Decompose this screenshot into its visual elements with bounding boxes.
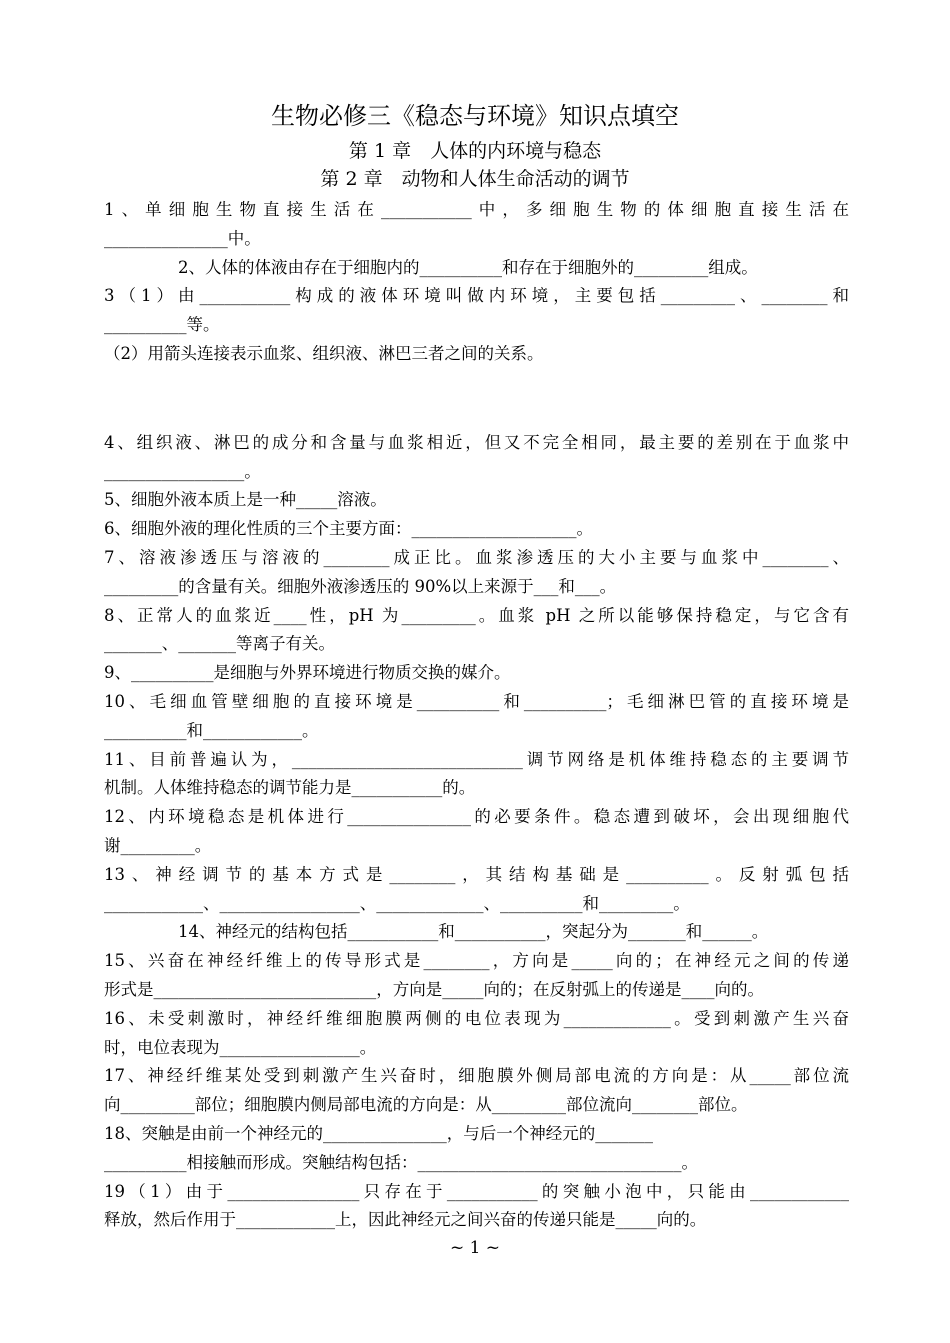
question-6: 6、细胞外液的理化性质的三个主要方面：____________________。 bbox=[104, 519, 593, 539]
answer-space bbox=[104, 369, 849, 429]
question-14: 14、神经元的结构包括___________和___________，突起分为_______和______。 bbox=[178, 922, 769, 942]
question-19-line-1: 19（1）由于________________只存在于___________的突触小泡中，只能由____________ bbox=[104, 1181, 849, 1201]
question-4-line-2: _________________。 bbox=[104, 461, 261, 481]
question-19-line-2: 释放，然后作用于____________上，因此神经元之间兴奋的传递只能是_____向的。 bbox=[104, 1210, 707, 1230]
question-15-line-2: 形式是___________________________，方向是_____向的；在反射弧上的传递是____向的。 bbox=[104, 979, 764, 999]
question-3-line-2: __________等。 bbox=[104, 315, 220, 335]
question-5: 5、细胞外液本质上是一种_____溶液。 bbox=[104, 490, 387, 510]
question-8-line-1: 8、正常人的血浆近____性，pH 为_________。血浆 pH 之所以能够保持稳定，与它含有 bbox=[104, 605, 849, 625]
document-title: 生物必修三《稳态与环境》知识点填空 bbox=[271, 102, 679, 130]
question-15-line-1: 15、兴奋在神经纤维上的传导形式是________，方向是_____向的；在神经元之间的传递 bbox=[104, 951, 849, 971]
question-13-line-2: ____________、_________________、_____________、__________和_________。 bbox=[104, 893, 690, 913]
question-3-line-1: 3（1）由___________构成的液体环境叫做内环境，主要包括_________、________和 bbox=[104, 286, 849, 306]
question-list bbox=[104, 196, 849, 1235]
question-16-line-2: 时，电位表现为_________________。 bbox=[104, 1037, 377, 1057]
question-12-line-1: 12、内环境稳态是机体进行_______________的必要条件。稳态遭到破坏，会出现细胞代 bbox=[104, 807, 849, 827]
question-9: 9、__________是细胞与外界环境进行物质交换的媒介。 bbox=[104, 663, 511, 683]
chapter-1-heading: 第 1 章 人体的内环境与稳态 bbox=[348, 140, 602, 162]
question-12-line-2: 谢_________。 bbox=[104, 835, 212, 855]
question-11-line-2: 机制。人体维持稳态的调节能力是___________的。 bbox=[104, 778, 476, 798]
question-7-line-1: 7、溶液渗透压与溶液的________成正比。血浆渗透压的大小主要与血浆中________、 bbox=[104, 547, 849, 567]
question-4-line-1: 4、组织液、淋巴的成分和含量与血浆相近，但又不完全相同，最主要的差别在于血浆中 bbox=[104, 432, 849, 452]
question-3-part-2: （2）用箭头连接表示血浆、组织液、淋巴三者之间的关系。 bbox=[104, 343, 544, 363]
question-8-line-2: _______、_______等离子有关。 bbox=[104, 634, 335, 654]
page-number: ~ 1 ~ bbox=[449, 1238, 501, 1258]
question-18-line-2: __________相接触而形成。突触结构包括：________________________________。 bbox=[104, 1152, 698, 1172]
question-11-line-1: 11、目前普遍认为，____________________________调节网络是机体维持稳态的主要调节 bbox=[104, 749, 849, 769]
question-1-line-1: 1、单细胞生物直接生活在___________中，多细胞生物的体细胞直接生活在 bbox=[104, 200, 849, 219]
question-10-line-1: 10、毛细血管壁细胞的直接环境是__________和__________；毛细淋巴管的直接环境是 bbox=[104, 691, 849, 711]
question-17-line-2: 向_________部位；细胞膜内侧局部电流的方向是：从_________部位流向________部位。 bbox=[104, 1095, 748, 1115]
question-13-line-1: 13、神经调节的基本方式是________，其结构基础是__________。反射弧包括 bbox=[104, 864, 849, 884]
question-7-line-2: _________的含量有关。细胞外液渗透压的 90%以上来源于___和___。 bbox=[104, 576, 617, 596]
question-1-line-2: _______________中。 bbox=[104, 228, 261, 248]
question-10-line-2: __________和____________。 bbox=[104, 720, 319, 740]
question-17-line-1: 17、神经纤维某处受到刺激产生兴奋时，细胞膜外侧局部电流的方向是：从_____部位流 bbox=[104, 1066, 849, 1086]
question-2: 2、人体的体液由存在于细胞内的__________和存在于细胞外的_________组成。 bbox=[178, 257, 758, 277]
question-18-line-1: 18、突触是由前一个神经元的_______________，与后一个神经元的_______ bbox=[104, 1123, 653, 1143]
question-16-line-1: 16、未受刺激时，神经纤维细胞膜两侧的电位表现为_____________。受到刺激产生兴奋 bbox=[104, 1008, 849, 1028]
chapter-2-heading: 第 2 章 动物和人体生命活动的调节 bbox=[320, 168, 630, 190]
